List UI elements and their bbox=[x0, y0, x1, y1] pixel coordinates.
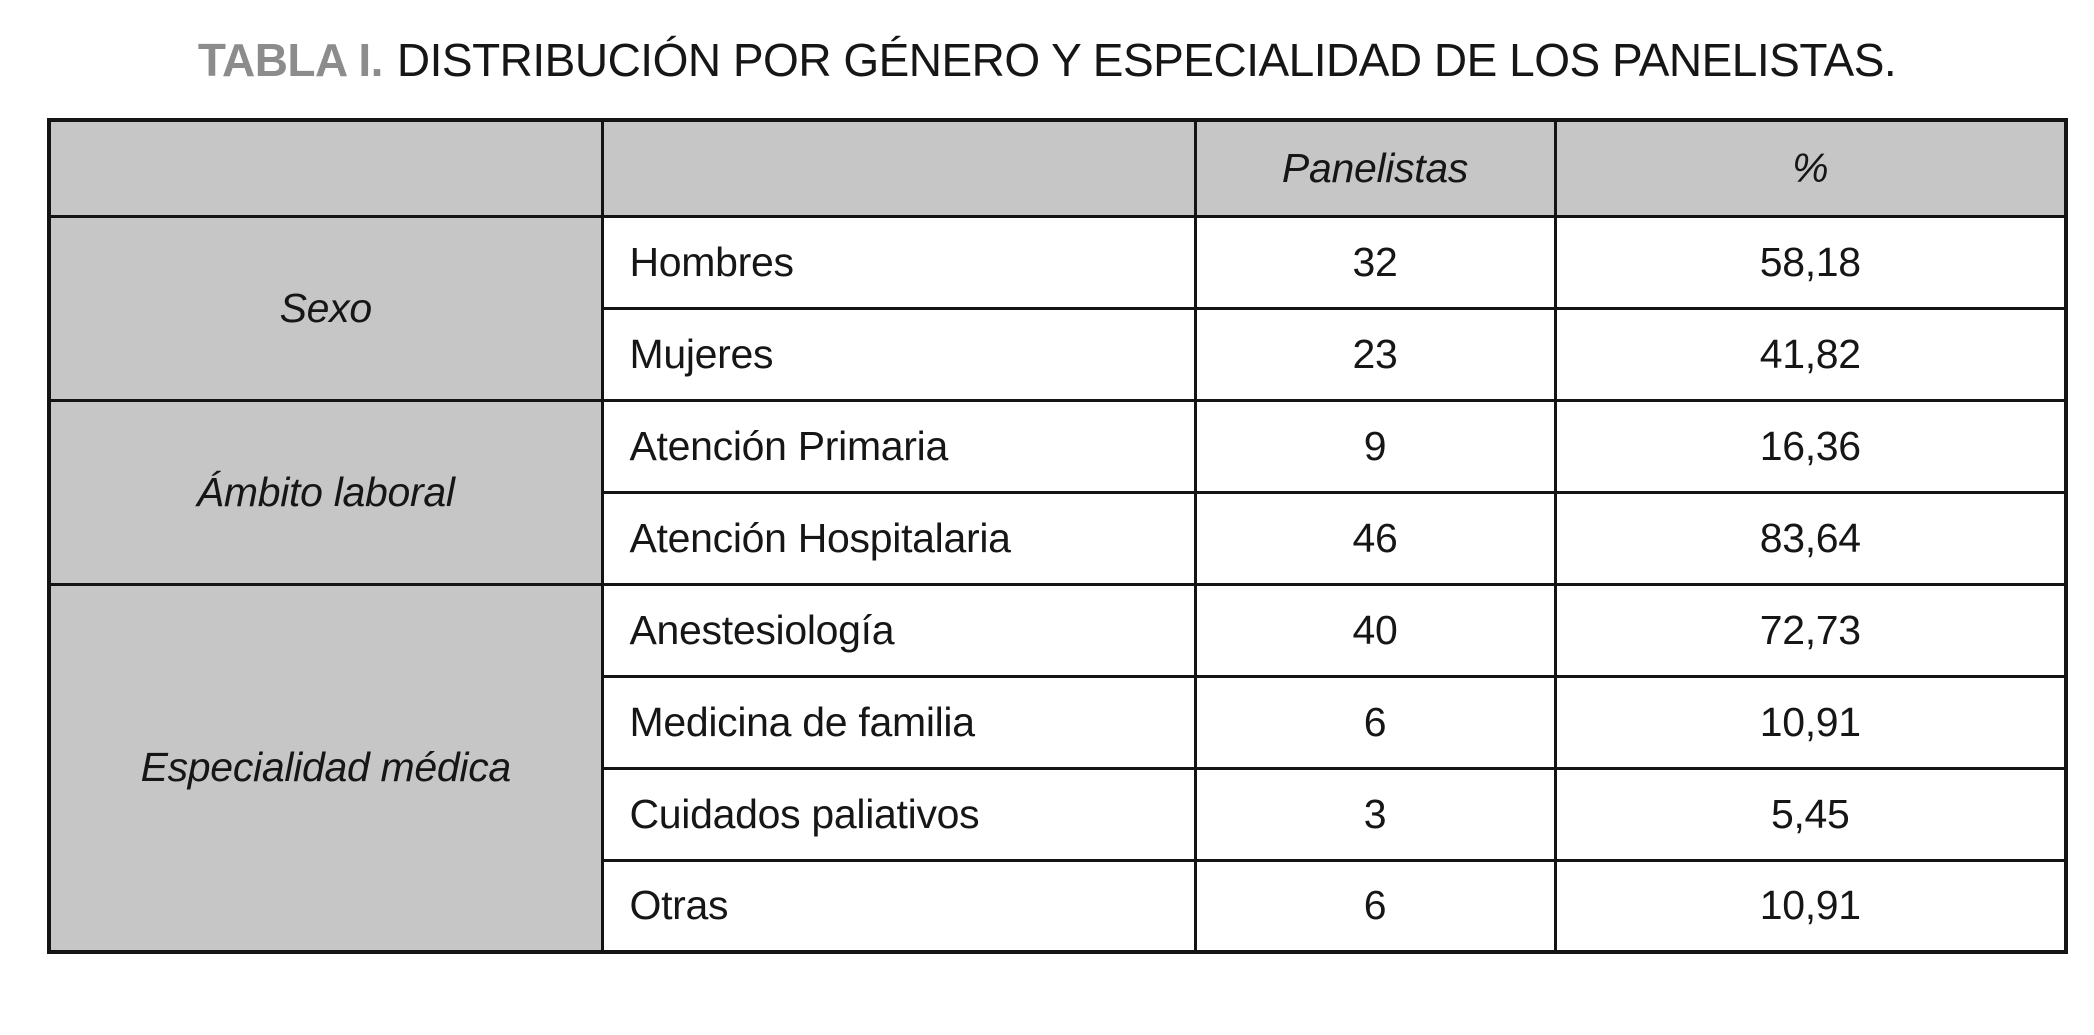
category-cell: Atención Primaria bbox=[602, 400, 1195, 492]
panelistas-value-cell: 46 bbox=[1195, 492, 1555, 584]
header-cell-percent: % bbox=[1555, 120, 2066, 216]
percent-value-cell: 16,36 bbox=[1555, 400, 2066, 492]
category-cell: Otras bbox=[602, 860, 1195, 952]
panelistas-value-cell: 3 bbox=[1195, 768, 1555, 860]
percent-value-cell: 10,91 bbox=[1555, 860, 2066, 952]
table-title-text: DISTRIBUCIÓN POR GÉNERO Y ESPECIALIDAD DE LOS PANELISTAS. bbox=[396, 34, 1897, 86]
percent-value-cell: 72,73 bbox=[1555, 584, 2066, 676]
panelistas-value-cell: 6 bbox=[1195, 860, 1555, 952]
category-cell: Hombres bbox=[602, 216, 1195, 308]
panelistas-value-cell: 6 bbox=[1195, 676, 1555, 768]
table-row-anestesiologia bbox=[49, 584, 2066, 676]
group-label-ambito-laboral: Ámbito laboral bbox=[49, 400, 602, 584]
group-label-sexo: Sexo bbox=[49, 216, 602, 400]
panelistas-value-cell: 40 bbox=[1195, 584, 1555, 676]
percent-value-cell: 58,18 bbox=[1555, 216, 2066, 308]
header-cell-group-empty bbox=[49, 120, 602, 216]
panelists-table bbox=[47, 118, 2068, 954]
table-title-label: TABLA I. bbox=[197, 34, 383, 86]
percent-value-cell: 83,64 bbox=[1555, 492, 2066, 584]
category-cell: Atención Hospitalaria bbox=[602, 492, 1195, 584]
table-row-hombres bbox=[49, 216, 2066, 308]
panelistas-value-cell: 32 bbox=[1195, 216, 1555, 308]
category-cell: Anestesiología bbox=[602, 584, 1195, 676]
category-cell: Medicina de familia bbox=[602, 676, 1195, 768]
category-cell: Cuidados paliativos bbox=[602, 768, 1195, 860]
table-row-atencion-primaria bbox=[49, 400, 2066, 492]
header-cell-panelistas: Panelistas bbox=[1195, 120, 1555, 216]
percent-value-cell: 5,45 bbox=[1555, 768, 2066, 860]
percent-value-cell: 10,91 bbox=[1555, 676, 2066, 768]
header-cell-category-empty bbox=[602, 120, 1195, 216]
percent-value-cell: 41,82 bbox=[1555, 308, 2066, 400]
panelistas-value-cell: 23 bbox=[1195, 308, 1555, 400]
group-label-especialidad-medica: Especialidad médica bbox=[49, 584, 602, 952]
header-row bbox=[49, 120, 2066, 216]
category-cell: Mujeres bbox=[602, 308, 1195, 400]
table-title bbox=[0, 34, 2094, 86]
panelistas-value-cell: 9 bbox=[1195, 400, 1555, 492]
